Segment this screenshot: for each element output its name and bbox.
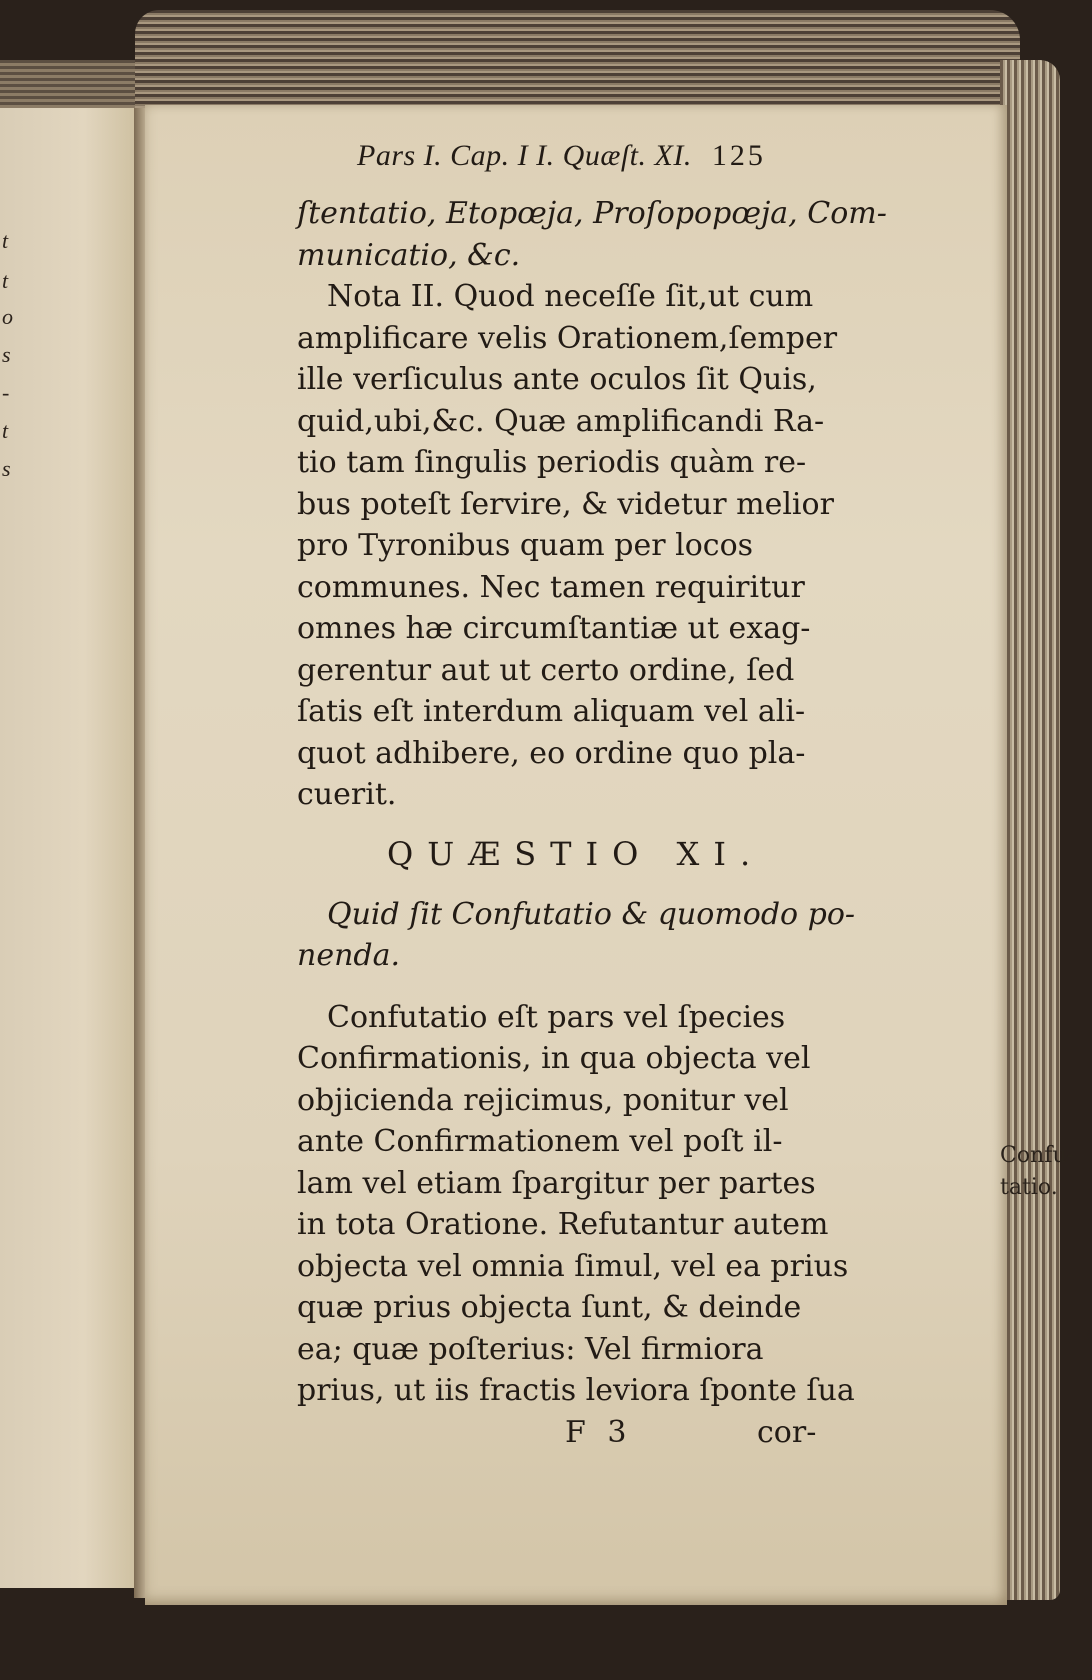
text-line: communes. Nec tamen requiritur <box>297 569 805 605</box>
left-facing-page <box>0 108 142 1588</box>
running-head-title: Pars I. Cap. I I. Quæſt. XI. <box>357 139 692 172</box>
margin-note <box>1000 1140 1074 1204</box>
page-number: 125 <box>711 139 766 172</box>
text-line: quid,ubi,&c. Quæ amplificandi Ra- <box>297 403 825 439</box>
text-line: pro Tyronibus quam per locos <box>297 528 754 563</box>
text-line: municatio, &c. <box>297 237 521 273</box>
left-page-fragment: t <box>2 228 9 253</box>
text-line: cuerit. <box>297 777 397 812</box>
text-line: amplificare velis Orationem,ſemper <box>297 320 838 356</box>
text-line: objicienda rejicimus, ponitur vel <box>297 1082 789 1118</box>
top-page-edges <box>135 10 1020 110</box>
text-line: ante Confirmationem vel poſt il- <box>297 1124 783 1159</box>
margin-note-line: tatio. <box>1000 1175 1058 1200</box>
catchword: cor- <box>757 1414 817 1450</box>
text-line: bus poteſt ſervire, & videtur melior <box>297 486 834 522</box>
text-line: Confutatio eſt pars vel ſpecies <box>327 999 786 1035</box>
left-page-fragment: t <box>2 268 9 293</box>
left-page-fragment: s <box>2 342 11 367</box>
subtitle-line: Quid ſit Confutatio & quomodo po- <box>327 896 856 932</box>
left-page-edges <box>0 60 140 115</box>
text-line: Nota II. Quod neceſſe ſit,ut cum <box>327 279 814 314</box>
left-page-fragment: - <box>2 380 10 405</box>
text-line: ea; quæ poſterius: Vel firmiora <box>297 1331 764 1367</box>
section-subtitle <box>297 894 997 977</box>
signature-mark: F 3 <box>565 1414 633 1450</box>
page-footer <box>297 1412 997 1454</box>
text-line: omnes hæ circumſtantiæ ut exag- <box>297 611 811 646</box>
right-page-edges <box>1000 60 1060 1600</box>
text-block <box>297 135 997 1453</box>
left-page-fragment: s <box>2 456 11 481</box>
running-head <box>297 135 997 193</box>
text-line: gerentur aut ut certo ordine, ſed <box>297 652 795 688</box>
text-line: Confirmationis, in qua objecta vel <box>297 1041 811 1076</box>
text-line: objecta vel omnia ſimul, vel ea prius <box>297 1248 849 1284</box>
right-page <box>145 105 1074 1605</box>
text-line: ille verſiculus ante oculos ſit Quis, <box>297 362 817 397</box>
text-line: ſtentatio, Etopœja, Proſopopœja, Com- <box>297 196 887 231</box>
paragraph-before <box>297 193 997 816</box>
left-page-fragment: t <box>2 418 9 443</box>
margin-note-line: Confu- <box>1000 1143 1074 1168</box>
text-line: prius, ut iis fractis leviora ſponte ſua <box>297 1373 855 1408</box>
section-heading: QUÆSTIO XI. <box>387 834 765 873</box>
text-line: quot adhibere, eo ordine quo pla- <box>297 735 806 771</box>
text-line: ſatis eſt interdum aliquam vel ali- <box>297 694 806 729</box>
text-line: lam vel etiam ſpargitur per partes <box>297 1165 816 1201</box>
text-line: tio tam ſingulis periodis quàm re- <box>297 445 807 480</box>
text-line: quæ prius objecta ſunt, & deinde <box>297 1290 802 1325</box>
subtitle-line: nenda. <box>297 938 401 973</box>
text-line: in tota Oratione. Refutantur autem <box>297 1207 829 1242</box>
left-page-fragment: o <box>2 304 13 329</box>
paragraph-after <box>297 997 997 1412</box>
